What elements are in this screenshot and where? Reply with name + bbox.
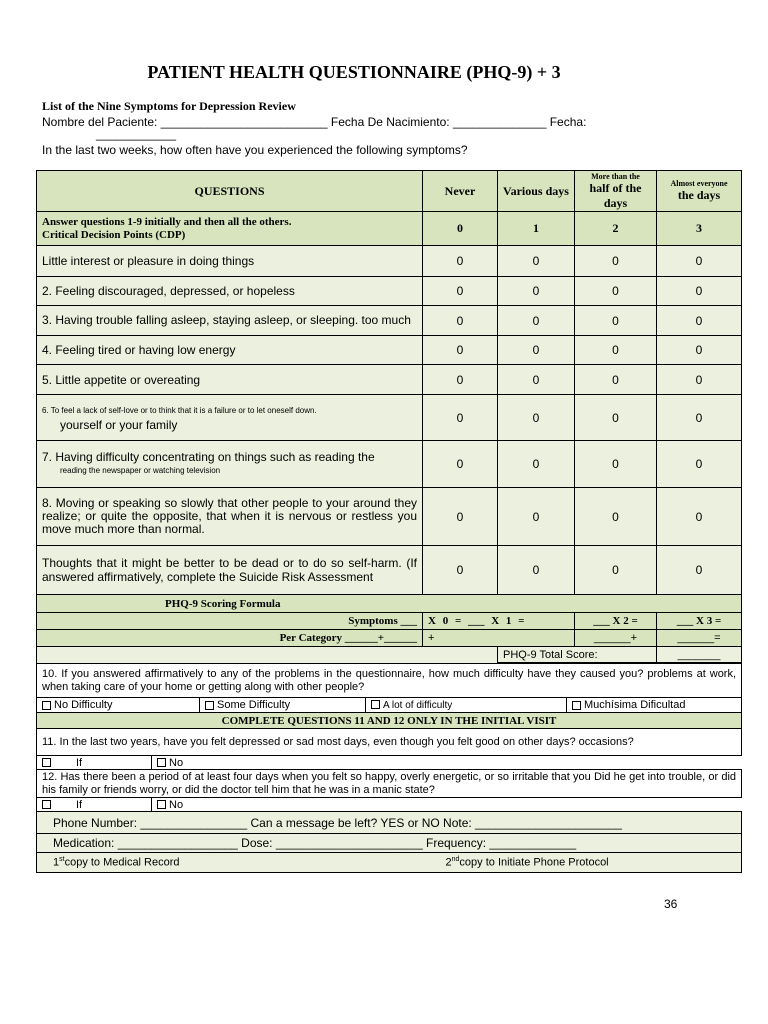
checkbox-icon[interactable] [42, 701, 51, 710]
medication-line[interactable]: Medication: __________________ Dose: ______________________ Frequency: _____________ [37, 834, 742, 853]
answer-various[interactable]: 0 [498, 246, 575, 277]
scale-1: 1 [498, 212, 575, 246]
page-number: 36 [664, 897, 678, 911]
option-lot-of-difficulty[interactable]: A lot of difficulty [366, 698, 567, 713]
question-text: Thoughts that it might be better to be dead or to do so self-harm. (If answered affirmatively, complete the Suicide Risk Assessment [37, 546, 423, 595]
header-questions: QUESTIONS [37, 171, 423, 212]
phone-row [37, 812, 742, 834]
question-row-5 [37, 365, 742, 395]
answer-more-half[interactable]: 0 [575, 246, 657, 277]
symptoms-label: Symptoms ___ [37, 613, 423, 630]
question-row-2 [37, 277, 742, 306]
answer-almost-every[interactable]: 0 [657, 306, 742, 336]
per-category-x2: ______+ [575, 630, 657, 647]
checkbox-icon[interactable] [42, 758, 51, 767]
answer-various[interactable]: 0 [498, 488, 575, 546]
question-row-8 [37, 488, 742, 546]
question-text: 8. Moving or speaking so slowly that other people to your around they realize; or quite the opposite, that when it is nervous or restless you move much more than normal. [37, 488, 423, 546]
patient-info-line-2: ____________ [96, 127, 177, 141]
question-row-1 [37, 246, 742, 277]
intro-text: In the last two weeks, how often have you experienced the following symptoms? [42, 143, 468, 157]
per-category-x3: ______= [657, 630, 742, 647]
medication-row [37, 834, 742, 853]
option-yes-12[interactable]: If [37, 798, 152, 812]
question-12-text: 12. Has there been a period of at least four days when you felt so happy, overly energetic, or so irritable that you Did he get into trouble, or did his family or friends worry, or did the doctor tell him that he was in a manic state? [37, 770, 742, 798]
question-11-row [37, 729, 742, 756]
answer-never[interactable]: 0 [423, 441, 498, 488]
option-yes-11[interactable]: If [37, 756, 152, 770]
question-row-9 [37, 546, 742, 595]
total-score-label: PHQ-9 Total Score: [498, 647, 657, 663]
checkbox-icon[interactable] [205, 701, 214, 710]
answer-more-half[interactable]: 0 [575, 395, 657, 441]
symptoms-row [37, 613, 742, 630]
per-category-label: Per Category ______+______ [37, 630, 423, 647]
phq9-table [36, 170, 742, 663]
answer-almost-every[interactable]: 0 [657, 365, 742, 395]
symptoms-x0-x1: X 0 = ___ X 1 = [423, 613, 575, 630]
patient-info-line: Nombre del Paciente: _________________________ Fecha De Nacimiento: ______________ Fecha: [42, 115, 587, 129]
answer-more-half[interactable]: 0 [575, 546, 657, 595]
document-title: PATIENT HEALTH QUESTIONNAIRE (PHQ-9) + 3 [147, 62, 561, 82]
answer-various[interactable]: 0 [498, 306, 575, 336]
answer-various[interactable]: 0 [498, 546, 575, 595]
scale-0: 0 [423, 212, 498, 246]
answer-never[interactable]: 0 [423, 546, 498, 595]
answer-various[interactable]: 0 [498, 365, 575, 395]
question-row-7 [37, 441, 742, 488]
answer-more-half[interactable]: 0 [575, 277, 657, 306]
checkbox-icon[interactable] [572, 701, 581, 710]
header-almost-everyday: Almost everyone the days [657, 171, 742, 212]
answer-more-half[interactable]: 0 [575, 306, 657, 336]
question-text: 7. Having difficulty concentrating on things such as reading the reading the newspaper or watching television [37, 441, 423, 488]
answer-almost-every[interactable]: 0 [657, 395, 742, 441]
question-text: 5. Little appetite or overeating [37, 365, 423, 395]
checkbox-icon[interactable] [157, 800, 166, 809]
option-no-difficulty[interactable]: No Difficulty [37, 698, 200, 713]
answer-more-half[interactable]: 0 [575, 441, 657, 488]
answer-never[interactable]: 0 [423, 395, 498, 441]
question-row-4 [37, 336, 742, 365]
per-category-row [37, 630, 742, 647]
question-12-row [37, 770, 742, 798]
scale-2: 2 [575, 212, 657, 246]
initial-visit-heading: COMPLETE QUESTIONS 11 AND 12 ONLY IN THE INITIAL VISIT [37, 713, 742, 729]
header-various-days: Various days [498, 171, 575, 212]
question-text: 6. To feel a lack of self-love or to think that it is a failure or to let oneself down. yourself or your family [37, 395, 423, 441]
header-never: Never [423, 171, 498, 212]
copy-medical-record: 1stcopy to Medical Record [37, 853, 366, 873]
question-12-options [37, 798, 742, 812]
copy-phone-protocol: 2ndcopy to Initiate Phone Protocol [366, 853, 742, 873]
answer-almost-every[interactable]: 0 [657, 488, 742, 546]
checkbox-icon[interactable] [157, 758, 166, 767]
copies-row [37, 853, 742, 873]
answer-never[interactable]: 0 [423, 365, 498, 395]
question-text: 3. Having trouble falling asleep, staying asleep, or sleeping. too much [37, 306, 423, 336]
option-no-12[interactable]: No [152, 798, 742, 812]
answer-more-half[interactable]: 0 [575, 336, 657, 365]
answer-almost-every[interactable]: 0 [657, 277, 742, 306]
answer-more-half[interactable]: 0 [575, 365, 657, 395]
answer-almost-every[interactable]: 0 [657, 246, 742, 277]
answer-various[interactable]: 0 [498, 277, 575, 306]
answer-never[interactable]: 0 [423, 336, 498, 365]
question-11-options [37, 756, 742, 770]
answer-almost-every[interactable]: 0 [657, 546, 742, 595]
total-score-row [37, 647, 742, 663]
question-10-row [37, 664, 742, 698]
question-text: 2. Feeling discouraged, depressed, or hopeless [37, 277, 423, 306]
answer-almost-every[interactable]: 0 [657, 336, 742, 365]
question-row-3 [37, 306, 742, 336]
question-text: 4. Feeling tired or having low energy [37, 336, 423, 365]
instruction-cell: Answer questions 1-9 initially and then all the others. Critical Decision Points (CDP) [37, 212, 423, 246]
initial-visit-row [37, 713, 742, 729]
question-row-6 [37, 395, 742, 441]
answer-never[interactable]: 0 [423, 306, 498, 336]
checkbox-icon[interactable] [42, 800, 51, 809]
question-11-text: 11. In the last two years, have you felt depressed or sad most days, even though you felt good on other days? occasions? [37, 729, 742, 756]
answer-almost-every[interactable]: 0 [657, 441, 742, 488]
answer-more-half[interactable]: 0 [575, 488, 657, 546]
answer-various[interactable]: 0 [498, 336, 575, 365]
answer-never[interactable]: 0 [423, 488, 498, 546]
header-more-than-half: More than the half of the days [575, 171, 657, 212]
answer-various[interactable]: 0 [498, 441, 575, 488]
option-extreme-difficulty[interactable]: Muchísima Dificultad [567, 698, 742, 713]
option-no-11[interactable]: No [152, 756, 742, 770]
total-score-blank[interactable]: _______ [657, 647, 742, 663]
difficulty-options-row [37, 698, 742, 713]
instruction-row [37, 212, 742, 246]
symptoms-x3: ___ X 3 = [657, 613, 742, 630]
question-text: Little interest or pleasure in doing things [37, 246, 423, 277]
phone-line[interactable]: Phone Number: ________________ Can a message be left? YES or NO Note: ______________________ [37, 812, 742, 834]
scale-3: 3 [657, 212, 742, 246]
header-row [37, 171, 742, 212]
answer-various[interactable]: 0 [498, 395, 575, 441]
answer-never[interactable]: 0 [423, 277, 498, 306]
answer-never[interactable]: 0 [423, 246, 498, 277]
option-some-difficulty[interactable]: Some Difficulty [200, 698, 366, 713]
scoring-title-row [37, 595, 742, 613]
scoring-title: PHQ-9 Scoring Formula [37, 595, 742, 613]
followup-table [36, 663, 742, 873]
phq9-table-container [36, 170, 741, 873]
document-subtitle: List of the Nine Symptoms for Depression Review [42, 99, 296, 113]
question-10-text: 10. If you answered affirmatively to any of the problems in the questionnaire, how much difficulty have they caused you? problems at work, when taking care of your home or getting along with other people? [37, 664, 742, 698]
checkbox-icon[interactable] [371, 700, 380, 709]
symptoms-x2: ___ X 2 = [575, 613, 657, 630]
per-category-plus: + [423, 630, 575, 647]
